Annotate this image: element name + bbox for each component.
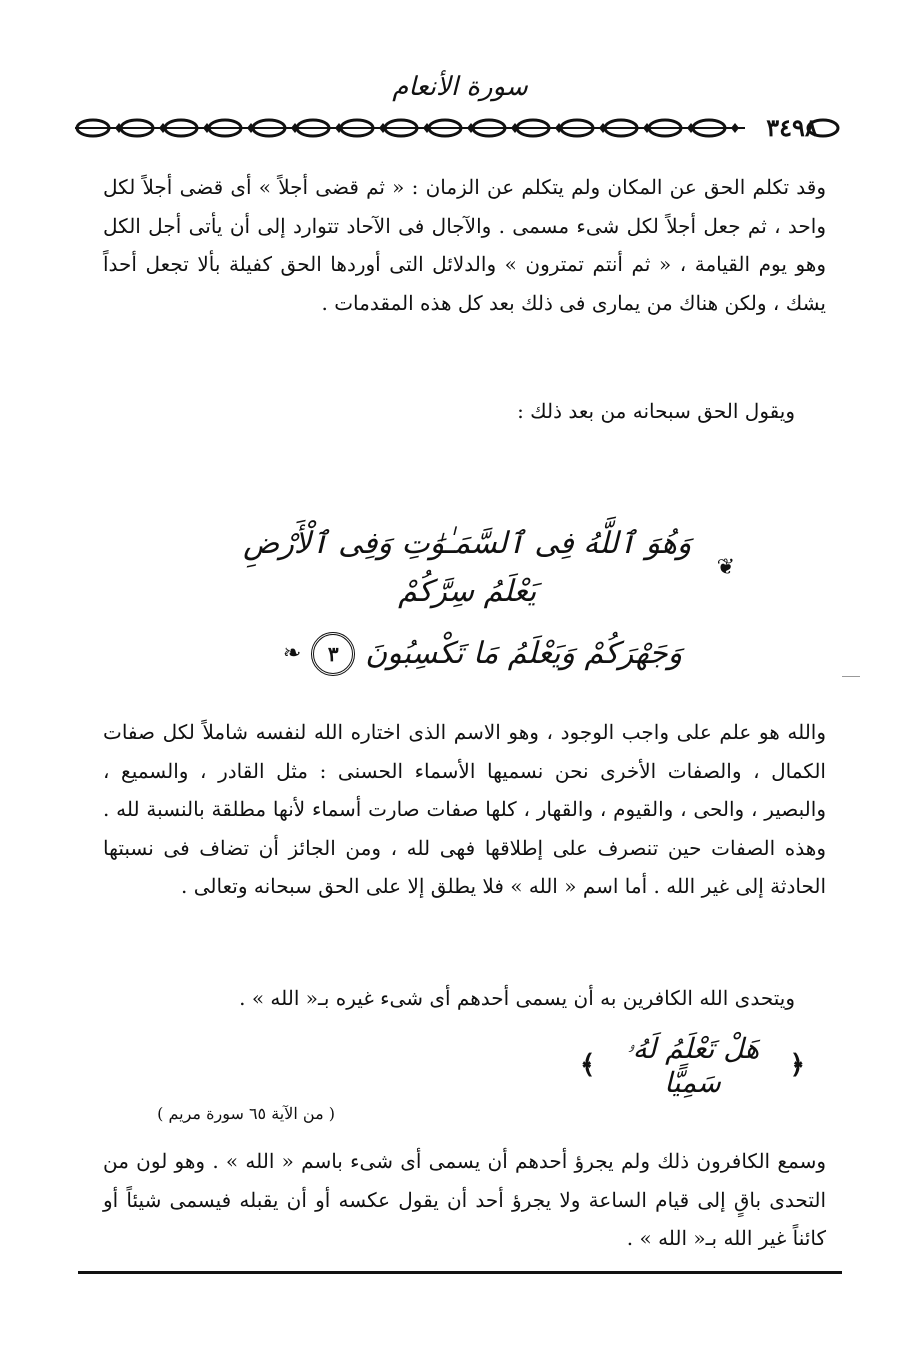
paragraph-5: وسمع الكافرون ذلك ولم يجرؤ أحدهم أن يسمى أى شىء باسم « الله » . وهو لون من التحدى باقٍ إلى قيام الساعة ولا يجرؤ أحد أن يقول عكسه أو أن يقبله فيسمى شيئاً أو كائناً غير الله بـ« الله » . [103,1149,826,1250]
verse-line-1 [230,520,735,616]
verse-close-bracket: ﴾ [580,1050,596,1080]
opening-flourish-icon: ❦ [716,555,735,580]
quran-verse-block [230,520,735,678]
margin-mark [842,676,860,677]
paragraph-4: ويتحدى الله الكافرين به أن يسمى أحدهم أى شىء غيره بـ« الله » . [239,986,795,1010]
verse-line-2-text: وَجَهْرَكُمْ وَيَعْلَمُ مَا تَكْسِبُونَ [365,636,683,671]
short-quran-verse [580,1031,805,1099]
verse-line-2 [230,630,735,678]
paragraph-3: والله هو علم على واجب الوجود ، وهو الاسم الذى اختاره الله لنفسه شاملاً لكل صفات الكمال ، والصفات الأخرى نحن نسميها الأسماء الحسنى : مثل القادر ، والسميع ، والبصير ، والحى ، والقيوم ، والقهار ، كلها صفات صارت أسماء لأنها مطلقة بالنسبة لله . وهذه الصفات حين تنصرف على إطلاقها فهى لله ، ومن الجائز أن تضاف فى نسبتها الحادثة إلى غير الله . أما اسم « الله » فلا يطلق إلا على الحق سبحانه وتعالى . [103,720,826,898]
footer-divider [78,1271,842,1274]
verse-line-1-text: وَهُوَ ٱللَّهُ فِى ٱلسَّمَـٰوَٰتِ وَفِى ٱلْأَرْضِ يَعْلَمُ سِرَّكُمْ [243,526,692,609]
paragraph-1: وقد تكلم الحق عن المكان ولم يتكلم عن الزمان : « ثم قضى أجلاً » أى قضى أجلاً لكل واحد ، ثم جعل أجلاً لكل شىء مسمى . والآجال فى الآحاد تتوارد إلى أن يأتى أجل الكل وهو يوم القيامة ، « ثم أنتم تمترون » والدلائل التى أوردها الحق كفيلة بألا تجعل أحداً يشك ، ولكن هناك من يمارى فى ذلك بعد كل هذه المقدمات . [103,175,826,315]
surah-title-header: سورة الأنعام [392,72,528,102]
verse-open-bracket: ﴿ [789,1050,805,1080]
paragraph-2: ويقول الحق سبحانه من بعد ذلك : [517,399,795,423]
decorative-border-ornament [75,116,840,140]
short-verse-text: هَلْ تَعْلَمُ لَهُۥ سَمِيًّا [625,1031,760,1099]
closing-flourish-icon: ❧ [282,641,302,666]
page-number: ٣٤٩٨ [766,113,818,142]
verse-source-reference: ( من الآية ٦٥ سورة مريم ) [157,1104,335,1123]
verse-number-marker: ٣ [311,632,355,676]
